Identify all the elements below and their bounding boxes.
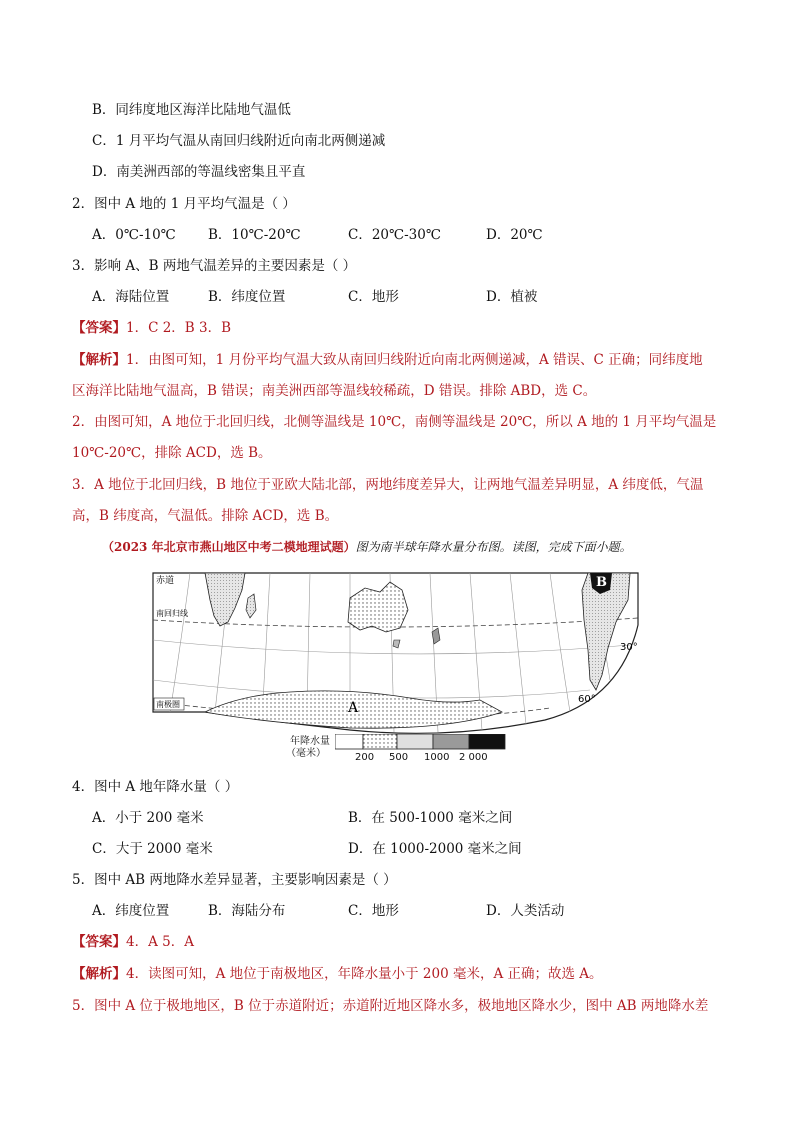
q5-option-b: B．海陆分布: [208, 903, 286, 919]
q5-option-c: C．地形: [348, 903, 399, 919]
analysis2-line-2: 5．图中 A 位于极地地区，B 位于赤道附近；赤道附近地区降水多，极地地区降水少，图中 AB 两地降水差: [72, 998, 709, 1014]
q4-option-c: C．大于 2000 毫米: [92, 841, 213, 857]
legend-unit: （毫米）: [286, 748, 326, 759]
tropic-label: 南回归线: [156, 609, 188, 618]
q3-option-d: D．植被: [486, 289, 538, 305]
analysis-line-6: 高，B 纬度高，气温低。排除 ACD，选 B。: [72, 508, 339, 524]
q2-option-a: A．0℃-10℃: [92, 227, 176, 243]
analysis-line-3: 2．由图可知，A 地位于北回归线，北侧等温线是 10℃，南侧等温线是 20℃，所以 A 地的 1 月平均气温是: [72, 414, 717, 430]
q1-option-d: D．南美洲西部的等温线密集且平直: [92, 164, 306, 180]
legend-tick-500: 500: [389, 752, 409, 763]
q4-option-b: B．在 500-1000 毫米之间: [348, 810, 513, 826]
answer-tag-2: 【答案】: [72, 934, 126, 950]
legend-tick-1000: 1000: [424, 752, 450, 763]
answer-tag: 【答案】: [72, 320, 126, 336]
map-svg: [150, 570, 650, 760]
legend-tick-200: 200: [355, 752, 375, 763]
q4-option-d: D．在 1000-2000 毫米之间: [348, 841, 522, 857]
q4-stem: 4．图中 A 地年降水量（ ）: [72, 779, 239, 795]
legend-title: 年降水量: [290, 736, 330, 747]
caption-text: 图为南半球年降水量分布图。读图，完成下面小题。: [355, 540, 632, 554]
answer-text: 1．C 2．B 3．B: [126, 320, 232, 336]
answer-block-2: [72, 932, 194, 952]
legend-tick-2000: 2 000: [459, 752, 488, 763]
analysis-tag: 【解析】: [72, 352, 126, 368]
q1-option-c: C．1 月平均气温从南回归线附近向南北两侧递减: [92, 133, 386, 149]
analysis-line-4: 10℃-20℃，排除 ACD，选 B。: [72, 445, 272, 461]
point-b-label: B: [596, 575, 607, 590]
q2-option-c: C．20℃-30℃: [348, 227, 441, 243]
figure-caption: [102, 538, 632, 555]
lat60-label: 60°: [578, 694, 596, 705]
q2-option-b: B．10℃-20℃: [208, 227, 301, 243]
q3-option-c: C．地形: [348, 289, 399, 305]
q5-option-a: A．纬度位置: [92, 903, 170, 919]
q2-option-d: D．20℃: [486, 227, 543, 243]
q3-stem: 3．影响 A、B 两地气温差异的主要因素是（ ）: [72, 258, 357, 274]
q5-stem: 5．图中 AB 两地降水差异显著，主要影响因素是（ ）: [72, 872, 397, 888]
caption-source: （2023 年北京市燕山地区中考二模地理试题）: [102, 540, 356, 554]
equator-label: 赤道: [156, 576, 175, 586]
antarctic-circle-label: 南极圈: [156, 700, 180, 709]
precipitation-map: [150, 570, 650, 760]
analysis2-text: 4．读图可知，A 地位于南极地区，年降水量小于 200 毫米，A 正确；故选 A。: [126, 966, 603, 982]
q4-option-a: A．小于 200 毫米: [92, 810, 204, 826]
q2-stem: 2．图中 A 地的 1 月平均气温是（ ）: [72, 196, 296, 212]
legend-bar: [335, 734, 507, 750]
analysis-line-1: [72, 350, 703, 370]
q1-option-b: B．同纬度地区海洋比陆地气温低: [92, 102, 291, 118]
analysis-text: 1．由图可知，1 月份平均气温大致从南回归线附近向南北两侧递减，A 错误、C 正确；同纬度地: [126, 352, 703, 368]
lat30-label: 30°: [620, 642, 638, 653]
analysis-tag-2: 【解析】: [72, 966, 126, 982]
point-a-label: A: [348, 700, 359, 716]
analysis-line-2: 区海洋比陆地气温高，B 错误；南美洲西部等温线较稀疏，D 错误。排除 ABD，选 C。: [72, 383, 597, 399]
q3-option-a: A．海陆位置: [92, 289, 170, 305]
analysis2-line-1: [72, 964, 603, 984]
answer-block-1: [72, 318, 231, 338]
answer-text-2: 4．A 5．A: [126, 934, 194, 950]
q3-option-b: B．纬度位置: [208, 289, 286, 305]
q5-option-d: D．人类活动: [486, 903, 565, 919]
analysis-line-5: 3．A 地位于北回归线，B 地位于亚欧大陆北部，两地纬度差异大，让两地气温差异明显，A 纬度低，气温: [72, 477, 704, 493]
